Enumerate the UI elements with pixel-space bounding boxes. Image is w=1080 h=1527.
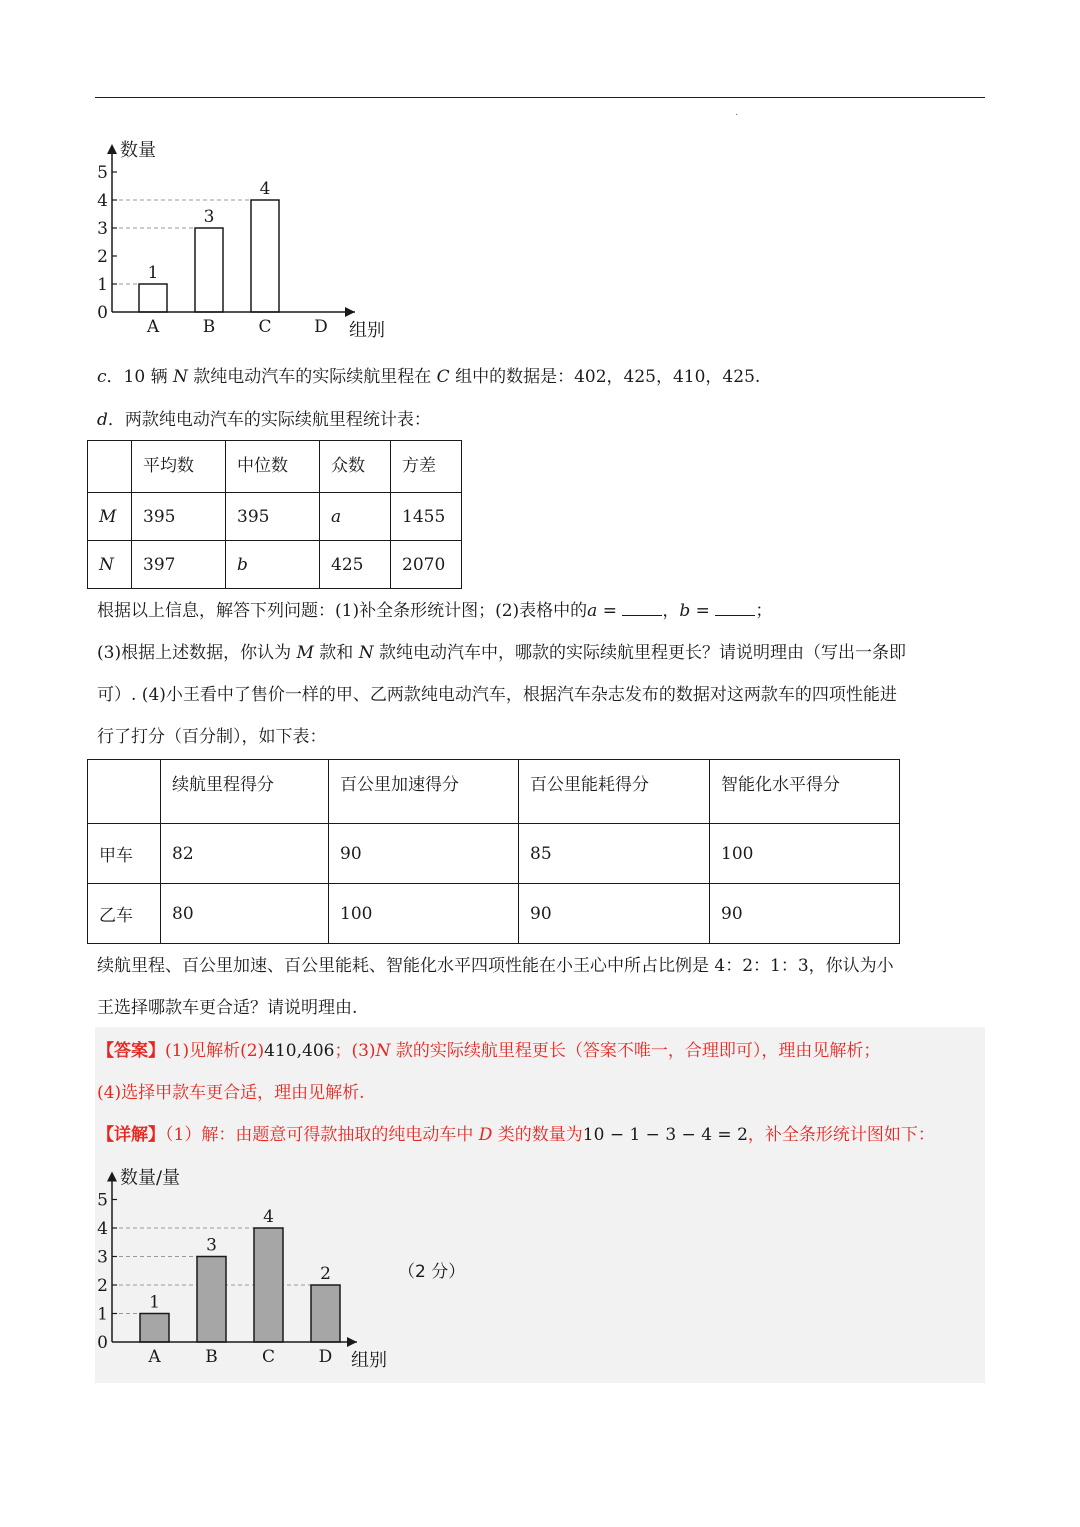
score-cell: 80 bbox=[161, 884, 329, 944]
y-tick-label: 3 bbox=[97, 1247, 108, 1268]
score-annotation: （2 分） bbox=[398, 1262, 466, 1282]
score-cell: 100 bbox=[329, 884, 519, 944]
stats-header-cell: 中位数 bbox=[226, 441, 320, 493]
bar-chart-original bbox=[90, 135, 410, 345]
stats-cell: N bbox=[88, 541, 132, 589]
bar bbox=[254, 1228, 283, 1342]
y-axis-arrow bbox=[107, 144, 117, 154]
question-line-2: (3)根据上述数据，你认为 M 款和 N 款纯电动汽车中，哪款的实际续航里程更长？请说明理由（写出一条即 bbox=[97, 643, 906, 663]
score-cell: 85 bbox=[519, 824, 710, 884]
stats-row-n bbox=[88, 541, 462, 589]
answer-blank-b[interactable] bbox=[715, 601, 755, 616]
dot-mark: · bbox=[735, 110, 739, 121]
bar-chart-completed bbox=[90, 1160, 510, 1375]
y-tick-label: 1 bbox=[97, 275, 108, 295]
data-label: 1 bbox=[149, 1292, 160, 1313]
y-tick-label: 4 bbox=[97, 1219, 108, 1239]
stats-table bbox=[87, 440, 462, 589]
x-axis-arrow bbox=[347, 1337, 357, 1347]
stats-cell: M bbox=[88, 493, 132, 541]
question-line-1: 根据以上信息，解答下列问题：(1)补全条形统计图；(2)表格中的a = ，b = ； bbox=[97, 601, 773, 621]
x-axis-label: 组别 bbox=[351, 1350, 387, 1371]
score-cell: 90 bbox=[710, 884, 900, 944]
score-header-cell: 百公里能耗得分 bbox=[519, 760, 710, 824]
stats-cell: 2070 bbox=[391, 541, 462, 589]
bar bbox=[251, 200, 279, 312]
data-label: 4 bbox=[259, 179, 271, 199]
y-axis-arrow bbox=[107, 1172, 117, 1182]
y-axis-label: 数量 bbox=[120, 140, 156, 161]
bar bbox=[139, 284, 167, 312]
stats-row-m bbox=[88, 493, 462, 541]
bar bbox=[195, 228, 223, 312]
answer-line-2: (4)选择甲款车更合适，理由见解析. bbox=[97, 1083, 365, 1103]
x-tick-label: B bbox=[205, 1347, 218, 1367]
x-tick-label: B bbox=[202, 317, 216, 337]
score-cell: 90 bbox=[519, 884, 710, 944]
y-tick-label: 0 bbox=[97, 303, 108, 323]
stats-cell: 395 bbox=[132, 493, 226, 541]
y-tick-label: 3 bbox=[97, 219, 108, 239]
score-cell: 乙车 bbox=[88, 884, 161, 944]
data-label: 1 bbox=[147, 263, 159, 283]
stats-header-cell: 方差 bbox=[391, 441, 462, 493]
score-row-jia bbox=[88, 824, 900, 884]
stats-cell: 425 bbox=[320, 541, 391, 589]
score-table bbox=[87, 759, 900, 944]
score-header-cell: 智能化水平得分 bbox=[710, 760, 900, 824]
stats-cell: a bbox=[320, 493, 391, 541]
stats-cell: 1455 bbox=[391, 493, 462, 541]
data-label: 4 bbox=[263, 1207, 274, 1227]
stats-header-cell: 平均数 bbox=[132, 441, 226, 493]
score-cell: 82 bbox=[161, 824, 329, 884]
x-tick-label: A bbox=[148, 1347, 161, 1367]
question-line-4: 行了打分（百分制），如下表： bbox=[97, 727, 327, 747]
bar-chart-original-svg bbox=[90, 135, 410, 345]
header-rule bbox=[95, 97, 985, 98]
score-header-cell: 续航里程得分 bbox=[161, 760, 329, 824]
data-label: 2 bbox=[320, 1264, 331, 1284]
data-label: 3 bbox=[203, 207, 215, 227]
x-axis-label: 组别 bbox=[349, 320, 385, 341]
score-row-yi bbox=[88, 884, 900, 944]
score-header-row bbox=[88, 760, 900, 824]
score-header-cell: 百公里加速得分 bbox=[329, 760, 519, 824]
score-header-cell bbox=[88, 760, 161, 824]
bar bbox=[197, 1257, 226, 1343]
y-tick-label: 5 bbox=[97, 163, 108, 183]
bar-chart-completed-svg bbox=[90, 1160, 510, 1375]
ratio-line-2: 王选择哪款车更合适？请说明理由. bbox=[97, 998, 358, 1018]
y-tick-label: 2 bbox=[97, 1276, 108, 1296]
data-label: 3 bbox=[206, 1235, 217, 1256]
x-tick-label: D bbox=[314, 317, 328, 337]
y-tick-label: 2 bbox=[97, 247, 108, 267]
x-tick-label: D bbox=[318, 1347, 333, 1367]
stats-cell: b bbox=[226, 541, 320, 589]
x-tick-label: C bbox=[258, 317, 272, 337]
x-axis-arrow bbox=[345, 307, 355, 317]
stats-header-cell bbox=[88, 441, 132, 493]
statement-d: d．两款纯电动汽车的实际续航里程统计表： bbox=[97, 410, 431, 430]
stats-header-cell: 众数 bbox=[320, 441, 391, 493]
x-tick-label: C bbox=[261, 1347, 276, 1367]
x-tick-label: A bbox=[146, 317, 160, 337]
bar bbox=[140, 1314, 169, 1343]
score-cell: 甲车 bbox=[88, 824, 161, 884]
y-axis-label: 数量/量 bbox=[120, 1167, 181, 1189]
y-tick-label: 5 bbox=[97, 1190, 108, 1211]
ratio-line-1: 续航里程、百公里加速、百公里能耗、智能化水平四项性能在小王心中所占比例是 4：2：1：3，你认为小 bbox=[97, 956, 894, 976]
answer-blank-a[interactable] bbox=[622, 601, 662, 616]
question-line-3: 可）. (4)小王看中了售价一样的甲、乙两款纯电动汽车，根据汽车杂志发布的数据对这两款车的四项性能进 bbox=[97, 685, 897, 705]
bar bbox=[311, 1285, 340, 1342]
statement-c: c．10 辆 N 款纯电动汽车的实际续航里程在 C 组中的数据是：402，425，410，425. bbox=[97, 367, 761, 387]
stats-cell: 395 bbox=[226, 493, 320, 541]
score-cell: 100 bbox=[710, 824, 900, 884]
score-cell: 90 bbox=[329, 824, 519, 884]
stats-header-row bbox=[88, 441, 462, 493]
answer-line-1: 【答案】(1)见解析(2)410,406；(3)N 款的实际续航里程更长（答案不唯一，合理即可），理由见解析； bbox=[97, 1041, 881, 1061]
stats-cell: 397 bbox=[132, 541, 226, 589]
detail-tag: 【详解】 bbox=[97, 1125, 165, 1145]
answer-tag: 【答案】 bbox=[97, 1041, 165, 1061]
y-tick-label: 0 bbox=[97, 1333, 108, 1353]
y-tick-label: 1 bbox=[97, 1304, 108, 1325]
detail-line-1: 【详解】（1）解：由题意可得款抽取的纯电动车中 D 类的数量为10 − 1 − 3 − 4 = 2，补全条形统计图如下： bbox=[97, 1125, 935, 1145]
y-tick-label: 4 bbox=[97, 191, 108, 211]
